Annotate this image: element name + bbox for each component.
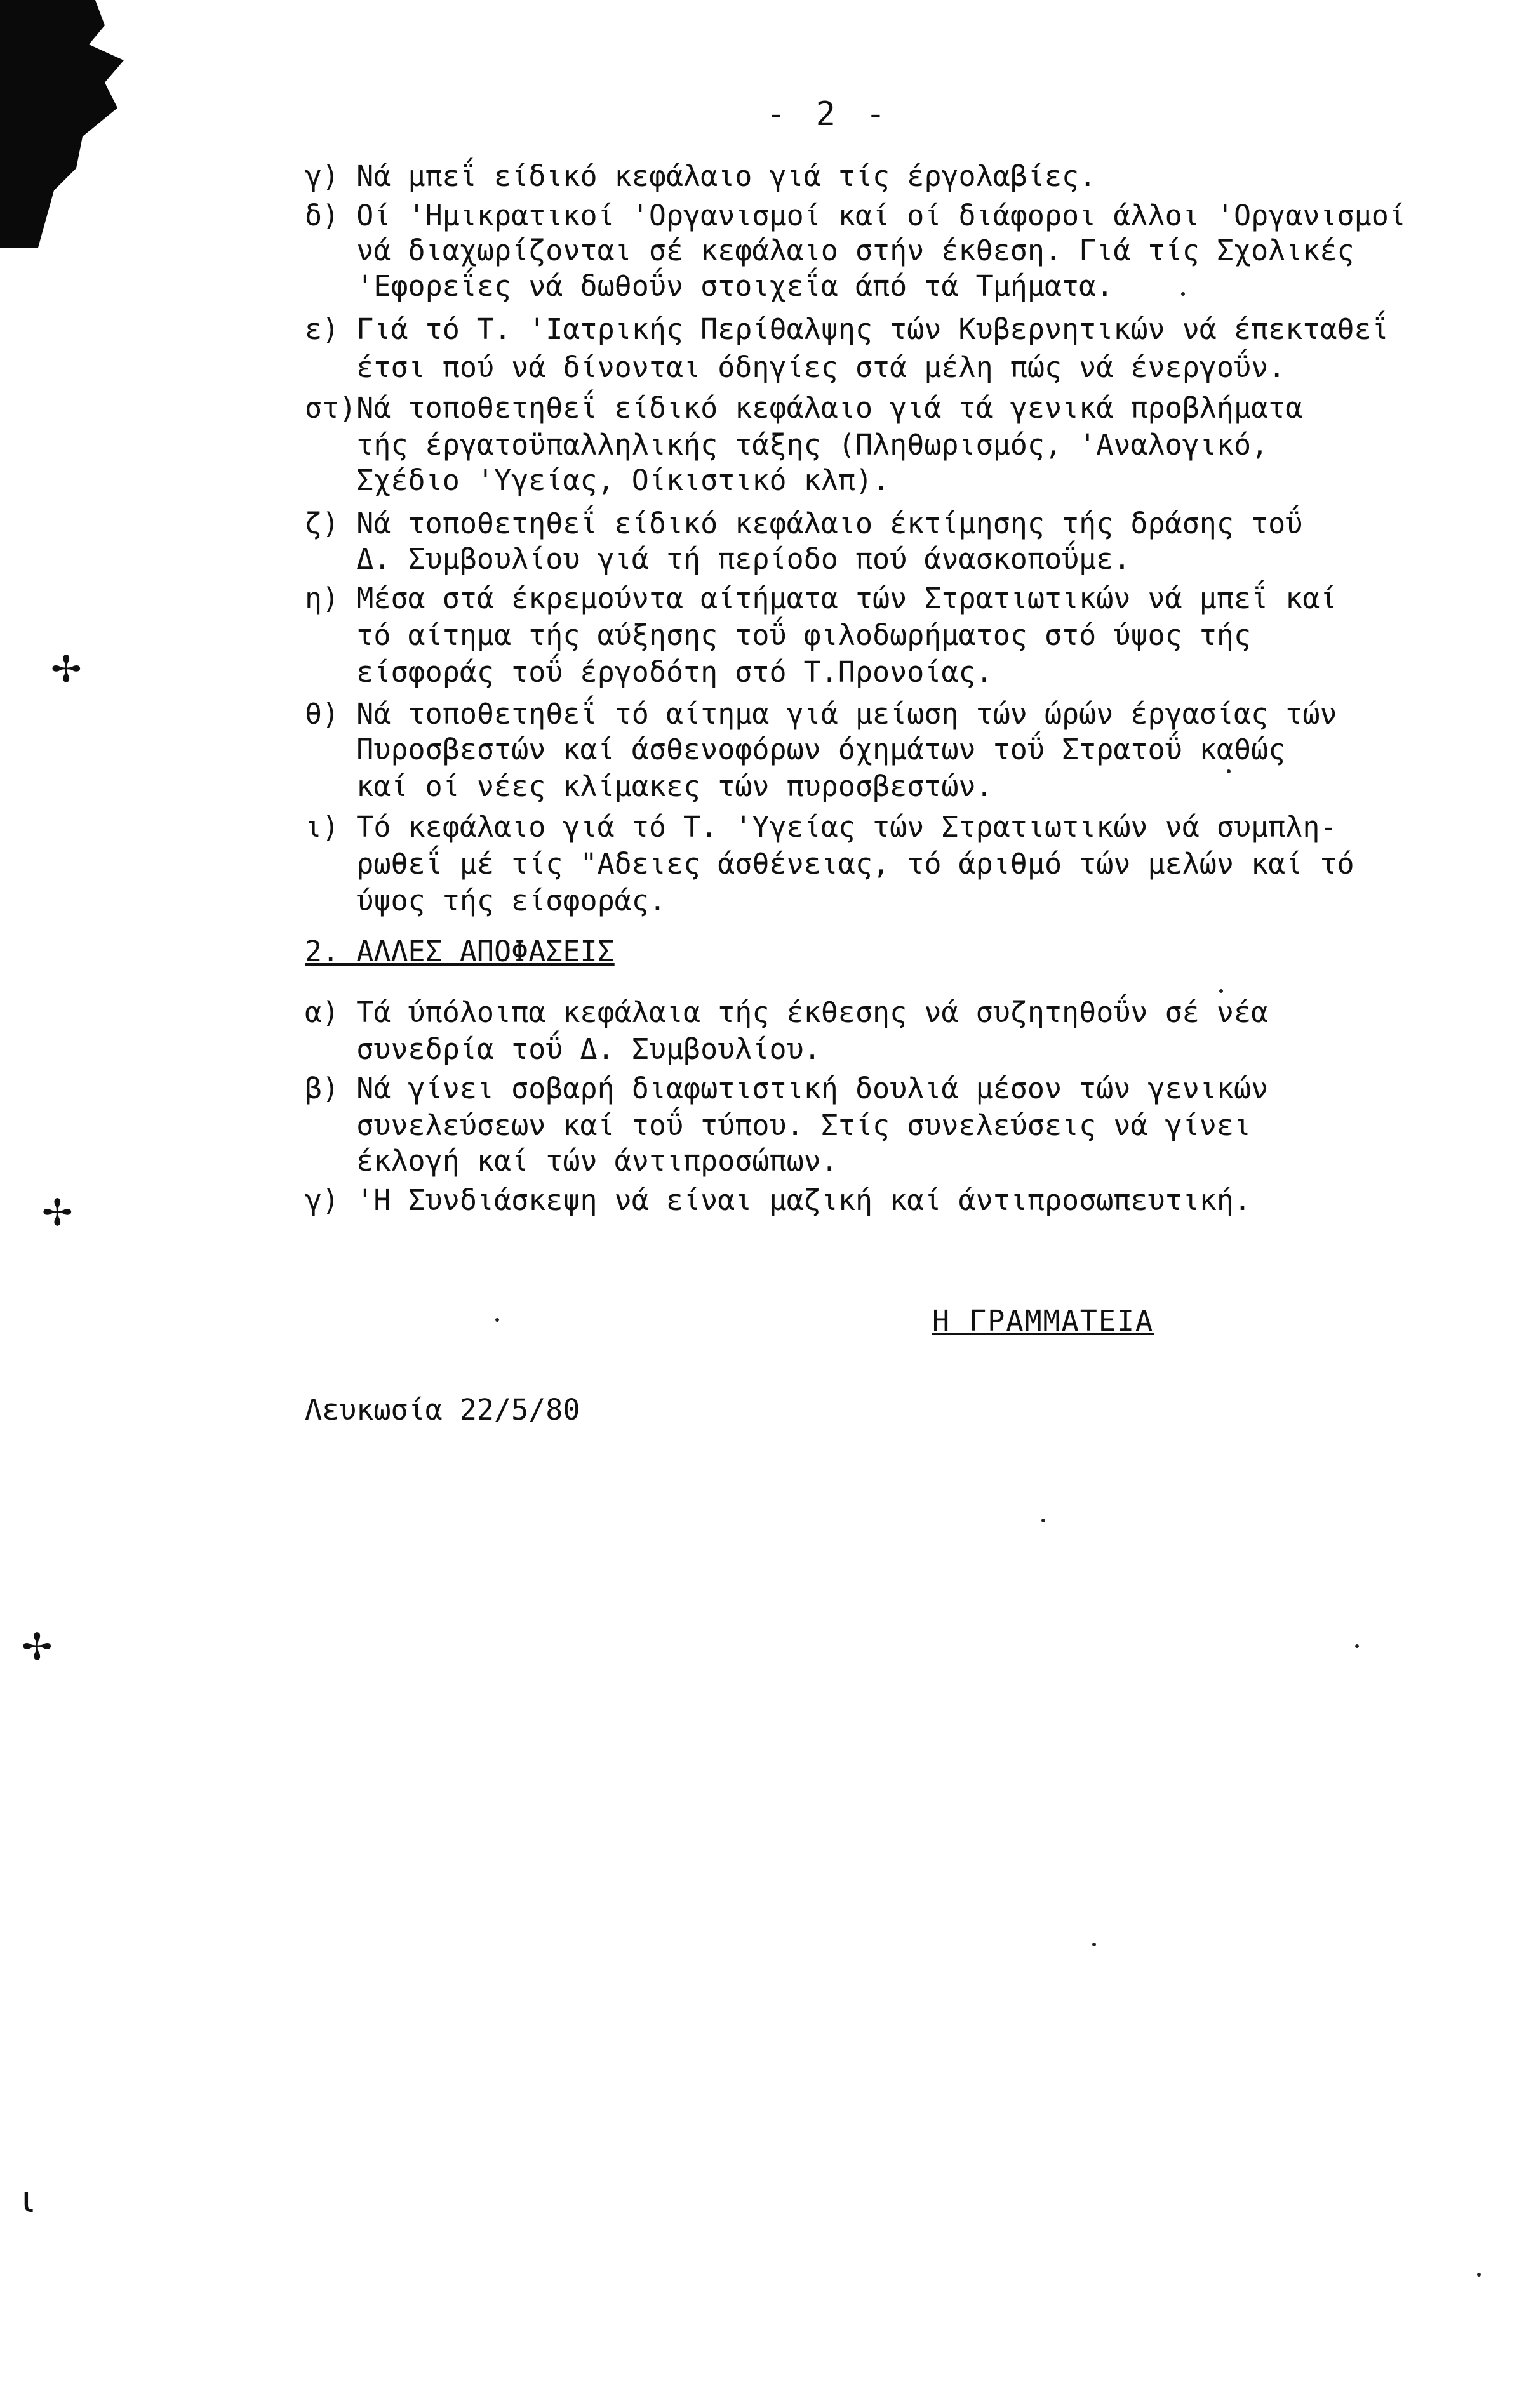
date-line: Λευκωσία 22/5/80 xyxy=(305,1393,580,1427)
speck xyxy=(495,1318,499,1322)
scan-ink-blotch xyxy=(0,0,133,248)
list-line: ι) Τό κεφάλαιο γιά τό Τ. 'Υγείας τών Στρατιωτικών νά συμπλη- xyxy=(305,810,1337,844)
list-line: συνελεύσεων καί τοΰ τύπου. Στίς συνελεύσεις νά γίνει xyxy=(305,1108,1252,1142)
speck xyxy=(1092,1943,1096,1946)
speck xyxy=(1227,769,1231,773)
list-line: ρωθεΐ μέ τίς "Αδειες άσθένειας, τό άριθμό τών μελών καί τό xyxy=(305,847,1354,881)
list-line: ύψος τής είσφοράς. xyxy=(305,884,666,917)
section-2-heading: 2. ΑΛΛΕΣ ΑΠΟΦΑΣΕΙΣ xyxy=(305,935,615,968)
list-line: συνεδρία τοΰ Δ. Συμβουλίου. xyxy=(305,1032,821,1066)
list-line: στ)Νά τοποθετηθεΐ είδικό κεφάλαιο γιά τά γενικά προβλήματα xyxy=(305,391,1303,425)
list-line: Δ. Συμβουλίου γιά τή περίοδο πού άνασκοποΰμε. xyxy=(305,542,1131,576)
signature-line: Η ΓΡΑΜΜΑΤΕΙΑ xyxy=(932,1304,1154,1338)
speck xyxy=(1041,1519,1045,1522)
list-line: τής έργατοϋπαλληλικής τάξης (Πληθωρισμός, 'Αναλογικό, xyxy=(305,428,1269,462)
list-line: καί οί νέες κλίμακες τών πυροσβεστών. xyxy=(305,769,993,803)
margin-mark: ɩ xyxy=(22,2178,34,2221)
list-line: α) Τά ύπόλοιπα κεφάλαια τής έκθεσης νά συζητηθοΰν σέ νέα xyxy=(305,995,1269,1029)
list-line: νά διαχωρίζονται σέ κεφάλαιο στήν έκθεση. Γιά τίς Σχολικές xyxy=(305,234,1354,267)
list-line: Πυροσβεστών καί άσθενοφόρων όχημάτων τοΰ Στρατοΰ καθώς xyxy=(305,733,1286,766)
list-line: έτσι πού νά δίνονται όδηγίες στά μέλη πώς νά ένεργοΰν. xyxy=(305,350,1286,384)
page-number: - 2 - xyxy=(766,95,891,133)
list-line: είσφοράς τοΰ έργοδότη στό Τ.Προνοίας. xyxy=(305,655,993,689)
speck xyxy=(1477,2273,1481,2277)
list-line: Σχέδιο 'Υγείας, Οίκιστικό κλπ). xyxy=(305,463,890,497)
speck xyxy=(1219,989,1223,993)
list-line: δ) Οί 'Ημικρατικοί 'Οργανισμοί καί οί διάφοροι άλλοι 'Οργανισμοί xyxy=(305,199,1406,232)
margin-mark: ✢ xyxy=(51,648,82,691)
list-line: έκλογή καί τών άντιπροσώπων. xyxy=(305,1144,838,1178)
list-line: 'Εφορεΐες νά δωθοΰν στοιχεΐα άπό τά Τμήματα. xyxy=(305,269,1114,303)
list-line: η) Μέσα στά έκρεμούντα αίτήματα τών Στρατιωτικών νά μπεΐ καί xyxy=(305,582,1337,615)
margin-mark: ✢ xyxy=(22,1625,53,1668)
speck xyxy=(1181,292,1185,296)
speck xyxy=(1355,1644,1359,1648)
list-line: γ) 'Η Συνδιάσκεψη νά είναι μαζική καί άντιπροσωπευτική. xyxy=(305,1183,1252,1217)
margin-mark: ✢ xyxy=(42,1191,73,1234)
list-line: ε) Γιά τό Τ. 'Ιατρικής Περίθαλψης τών Κυβερνητικών νά έπεκταθεΐ xyxy=(305,312,1389,346)
list-line: τό αίτημα τής αύξησης τοΰ φιλοδωρήματος στό ύψος τής xyxy=(305,618,1252,652)
list-line: ζ) Νά τοποθετηθεΐ είδικό κεφάλαιο έκτίμησης τής δράσης τοΰ xyxy=(305,507,1303,540)
list-line: θ) Νά τοποθετηθεΐ τό αίτημα γιά μείωση τών ώρών έργασίας τών xyxy=(305,697,1337,731)
list-line: γ) Νά μπεΐ είδικό κεφάλαιο γιά τίς έργολαβίες. xyxy=(305,159,1097,193)
list-line: β) Νά γίνει σοβαρή διαφωτιστική δουλιά μέσον τών γενικών xyxy=(305,1072,1269,1105)
